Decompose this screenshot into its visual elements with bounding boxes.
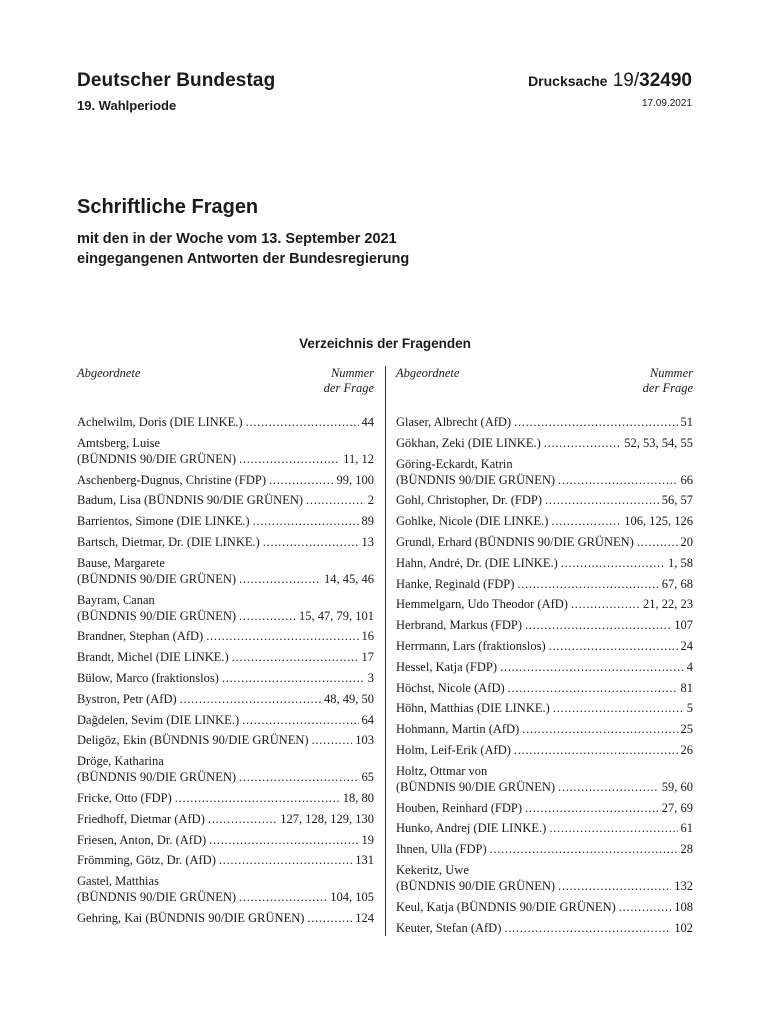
dot-leader xyxy=(269,472,334,488)
dot-leader xyxy=(545,492,659,508)
index-entry xyxy=(396,763,693,795)
dot-leader xyxy=(508,680,678,696)
entry-text: Aschenberg-Dugnus, Christine (FDP) xyxy=(77,472,266,487)
question-number: 5 xyxy=(686,701,693,716)
question-number: 20 xyxy=(680,534,693,549)
dot-leader xyxy=(239,451,340,467)
entry-text: Herrmann, Lars (fraktionslos) xyxy=(396,638,546,653)
dot-leader xyxy=(180,691,321,707)
dot-leader xyxy=(571,596,640,612)
col-head-number-line2: der Frage xyxy=(642,381,693,395)
entry-text: Herbrand, Markus (FDP) xyxy=(396,618,523,633)
dot-leader xyxy=(517,576,658,592)
entry-name-line: Holtz, Ottmar von xyxy=(396,763,488,778)
drucksache-number: 32490 xyxy=(639,70,692,91)
entry-main-line xyxy=(77,472,374,488)
dot-leader xyxy=(232,649,359,665)
dot-leader xyxy=(522,721,677,737)
entry-main-line xyxy=(77,534,374,550)
question-number: 103 xyxy=(355,733,374,748)
index-column-left xyxy=(77,366,374,931)
col-head-number-line2: der Frage xyxy=(323,381,374,395)
col-head-number-line1: Nummer xyxy=(330,366,374,380)
entry-main-line xyxy=(77,732,374,748)
index-entry xyxy=(396,680,693,696)
question-number: 59, 60 xyxy=(661,779,693,794)
subtitle-line-1: mit den in der Woche vom 13. September 2021 xyxy=(77,231,397,247)
dot-leader xyxy=(558,472,677,488)
entry-main-line xyxy=(77,451,374,467)
entry-main-line xyxy=(77,513,374,529)
entry-main-line xyxy=(396,414,693,430)
index-entry xyxy=(396,721,693,737)
question-number: 107 xyxy=(674,618,693,633)
index-entry xyxy=(396,534,693,550)
entry-text: Gökhan, Zeki (DIE LINKE.) xyxy=(396,435,541,450)
question-number: 27, 69 xyxy=(661,800,693,815)
question-number: 108 xyxy=(674,899,693,914)
index-entry xyxy=(77,414,374,430)
entry-main-line xyxy=(396,596,693,612)
entry-main-line xyxy=(396,659,693,675)
entry-main-line xyxy=(77,910,374,926)
entry-text: Dağdelen, Sevim (DIE LINKE.) xyxy=(77,712,240,727)
index-entry xyxy=(77,811,374,827)
question-number: 21, 22, 23 xyxy=(643,597,693,612)
entry-main-line xyxy=(396,700,693,716)
entry-main-line xyxy=(396,534,693,550)
question-number: 132 xyxy=(674,878,693,893)
index-entry xyxy=(396,617,693,633)
dot-leader xyxy=(206,628,358,644)
subtitle-line-2: eingegangenen Antworten der Bundesregierung xyxy=(77,251,410,267)
dot-leader xyxy=(549,820,677,836)
entry-main-line xyxy=(396,920,693,936)
index-entry xyxy=(396,659,693,675)
entry-main-line xyxy=(77,889,374,905)
entry-text: Bülow, Marco (fraktionslos) xyxy=(77,670,219,685)
entry-text: Fricke, Otto (FDP) xyxy=(77,790,172,805)
question-number: 24 xyxy=(680,638,693,653)
index-entry xyxy=(77,670,374,686)
index-column-right xyxy=(396,366,693,940)
index-entry xyxy=(77,790,374,806)
question-number: 19 xyxy=(361,832,374,847)
col-head-members: Abgeordnete xyxy=(77,366,141,380)
entry-main-line xyxy=(396,555,693,571)
index-entry xyxy=(396,899,693,915)
header-right xyxy=(528,70,692,109)
question-number: 99, 100 xyxy=(336,472,374,487)
index-entry xyxy=(396,456,693,488)
entry-text: Houben, Reinhard (FDP) xyxy=(396,800,523,815)
col-head-number-line1: Nummer xyxy=(649,366,693,380)
index-title: Verzeichnis der Fragenden xyxy=(299,336,471,351)
question-number: 28 xyxy=(680,842,693,857)
question-number: 66 xyxy=(680,472,693,487)
entry-text: Grundl, Erhard (BÜNDNIS 90/DIE GRÜNEN) xyxy=(396,534,634,549)
dot-leader xyxy=(514,742,678,758)
index-entry xyxy=(77,691,374,707)
entry-main-line xyxy=(396,878,693,894)
entry-text: Keul, Katja (BÜNDNIS 90/DIE GRÜNEN) xyxy=(396,899,616,914)
question-number: 52, 53, 54, 55 xyxy=(624,435,693,450)
entry-main-line xyxy=(396,779,693,795)
question-number: 89 xyxy=(361,514,374,529)
entry-text: Hohmann, Martin (AfD) xyxy=(396,722,520,737)
dot-leader xyxy=(558,878,671,894)
index-entry xyxy=(77,492,374,508)
question-number: 131 xyxy=(355,853,374,868)
index-entry xyxy=(77,753,374,785)
question-number: 25 xyxy=(680,722,693,737)
col-head-members: Abgeordnete xyxy=(396,366,460,380)
col-head-number xyxy=(324,366,374,414)
index-entry xyxy=(77,873,374,905)
question-number: 64 xyxy=(361,712,374,727)
dot-leader xyxy=(242,712,358,728)
index-entry xyxy=(77,712,374,728)
entry-main-line xyxy=(396,472,693,488)
question-number: 13 xyxy=(361,534,374,549)
index-entry xyxy=(77,852,374,868)
column-header-right xyxy=(396,366,693,414)
entry-main-line xyxy=(77,769,374,785)
index-entry xyxy=(396,820,693,836)
entry-name-line: Amtsberg, Luise xyxy=(77,435,161,450)
question-number: 104, 105 xyxy=(330,890,374,905)
index-entry xyxy=(77,910,374,926)
dot-leader xyxy=(239,889,327,905)
entry-text: Holm, Leif-Erik (AfD) xyxy=(396,742,511,757)
entry-text: Gehring, Kai (BÜNDNIS 90/DIE GRÜNEN) xyxy=(77,910,305,925)
entry-text: Höchst, Nicole (AfD) xyxy=(396,680,505,695)
dot-leader xyxy=(525,800,659,816)
index-entry xyxy=(396,700,693,716)
index-entry xyxy=(396,862,693,894)
question-number: 48, 49, 50 xyxy=(324,691,374,706)
entry-name-line: Bause, Margarete xyxy=(77,555,165,570)
drucksache-line xyxy=(528,70,692,92)
question-number: 17 xyxy=(361,650,374,665)
entry-text: Hunko, Andrej (DIE LINKE.) xyxy=(396,821,547,836)
dot-leader xyxy=(239,608,296,624)
entry-main-line xyxy=(396,721,693,737)
dot-leader xyxy=(525,617,671,633)
entry-main-line xyxy=(396,513,693,529)
dot-leader xyxy=(558,779,659,795)
index-entry xyxy=(396,841,693,857)
dot-leader xyxy=(514,414,677,430)
dot-leader xyxy=(551,513,621,529)
index-entry xyxy=(77,628,374,644)
dot-leader xyxy=(209,832,358,848)
index-entry xyxy=(396,800,693,816)
entry-text: (BÜNDNIS 90/DIE GRÜNEN) xyxy=(77,571,237,586)
question-number: 102 xyxy=(674,920,693,935)
dot-leader xyxy=(504,920,671,936)
entry-name-line: Göring-Eckardt, Katrin xyxy=(396,456,513,471)
entry-text: Bartsch, Dietmar, Dr. (DIE LINKE.) xyxy=(77,534,260,549)
entry-text: Friesen, Anton, Dr. (AfD) xyxy=(77,832,207,847)
index-entry xyxy=(77,435,374,467)
dot-leader xyxy=(553,700,684,716)
entry-main-line xyxy=(77,670,374,686)
entry-text: Badum, Lisa (BÜNDNIS 90/DIE GRÜNEN) xyxy=(77,493,304,508)
index-entry xyxy=(396,742,693,758)
dot-leader xyxy=(253,513,359,529)
index-entry xyxy=(77,534,374,550)
entry-text: (BÜNDNIS 90/DIE GRÜNEN) xyxy=(396,878,556,893)
index-entry xyxy=(77,592,374,624)
legislative-period: 19. Wahlperiode xyxy=(77,98,177,113)
column-divider xyxy=(385,366,386,936)
question-number: 106, 125, 126 xyxy=(624,514,693,529)
entry-main-line xyxy=(396,435,693,451)
question-number: 4 xyxy=(686,659,693,674)
entry-main-line xyxy=(396,800,693,816)
question-number: 51 xyxy=(680,415,693,429)
question-number: 26 xyxy=(680,742,693,757)
dot-leader xyxy=(239,571,321,587)
entry-name-line: Kekeritz, Uwe xyxy=(396,862,469,877)
entry-text: Hahn, André, Dr. (DIE LINKE.) xyxy=(396,555,558,570)
dot-leader xyxy=(263,534,359,550)
index-entry xyxy=(77,732,374,748)
dot-leader xyxy=(246,414,359,430)
question-number: 11, 12 xyxy=(343,451,374,466)
entry-list-left xyxy=(77,414,374,926)
entry-main-line xyxy=(396,492,693,508)
entry-main-line xyxy=(77,571,374,587)
dot-leader xyxy=(307,910,352,926)
index-entry xyxy=(77,649,374,665)
entry-text: (BÜNDNIS 90/DIE GRÜNEN) xyxy=(77,608,237,623)
entry-main-line xyxy=(396,899,693,915)
question-number: 44 xyxy=(361,415,374,429)
entry-main-line xyxy=(396,576,693,592)
entry-main-line xyxy=(77,492,374,508)
index-entry xyxy=(396,513,693,529)
entry-list-right xyxy=(396,414,693,936)
index-entry xyxy=(396,576,693,592)
entry-main-line xyxy=(396,680,693,696)
drucksache-prefix: 19/ xyxy=(612,70,640,91)
question-number: 61 xyxy=(680,821,693,836)
entry-main-line xyxy=(396,617,693,633)
question-number: 56, 57 xyxy=(661,493,693,508)
entry-main-line xyxy=(77,712,374,728)
entry-main-line xyxy=(77,628,374,644)
dot-leader xyxy=(222,670,365,686)
dot-leader xyxy=(500,659,684,675)
entry-main-line xyxy=(77,790,374,806)
dot-leader xyxy=(175,790,340,806)
index-entry xyxy=(396,414,693,430)
document-title: Schriftliche Fragen xyxy=(77,196,259,218)
entry-main-line xyxy=(77,414,374,430)
question-number: 2 xyxy=(367,493,374,508)
question-number: 1, 58 xyxy=(668,555,693,570)
question-number: 14, 45, 46 xyxy=(324,571,374,586)
entry-text: Achelwilm, Doris (DIE LINKE.) xyxy=(77,415,243,429)
dot-leader xyxy=(208,811,277,827)
entry-main-line xyxy=(77,608,374,624)
index-entry xyxy=(396,638,693,654)
question-number: 3 xyxy=(367,670,374,685)
entry-text: (BÜNDNIS 90/DIE GRÜNEN) xyxy=(396,779,556,794)
question-number: 81 xyxy=(680,680,693,695)
entry-name-line: Bayram, Canan xyxy=(77,592,155,607)
column-header-left xyxy=(77,366,374,414)
entry-text: Hemmelgarn, Udo Theodor (AfD) xyxy=(396,597,568,612)
entry-text: (BÜNDNIS 90/DIE GRÜNEN) xyxy=(77,890,237,905)
index-entry xyxy=(77,832,374,848)
entry-name-line: Gastel, Matthias xyxy=(77,874,159,889)
entry-text: Gohl, Christopher, Dr. (FDP) xyxy=(396,493,543,508)
index-entry xyxy=(396,492,693,508)
entry-text: Friedhoff, Dietmar (AfD) xyxy=(77,811,205,826)
entry-text: Deligöz, Ekin (BÜNDNIS 90/DIE GRÜNEN) xyxy=(77,733,309,748)
index-entry xyxy=(396,555,693,571)
entry-text: Barrientos, Simone (DIE LINKE.) xyxy=(77,514,250,529)
question-number: 65 xyxy=(361,770,374,785)
dot-leader xyxy=(219,852,352,868)
entry-text: Hanke, Reginald (FDP) xyxy=(396,576,515,591)
dot-leader xyxy=(312,732,353,748)
index-entry xyxy=(396,596,693,612)
index-entry xyxy=(77,555,374,587)
drucksache-label: Drucksache xyxy=(528,73,608,89)
question-number: 16 xyxy=(361,629,374,644)
entry-main-line xyxy=(77,832,374,848)
entry-text: Keuter, Stefan (AfD) xyxy=(396,920,502,935)
entry-main-line xyxy=(77,649,374,665)
entry-text: Bystron, Petr (AfD) xyxy=(77,691,177,706)
entry-main-line xyxy=(396,820,693,836)
entry-main-line xyxy=(396,638,693,654)
entry-main-line xyxy=(396,841,693,857)
entry-text: (BÜNDNIS 90/DIE GRÜNEN) xyxy=(77,770,237,785)
dot-leader xyxy=(306,492,365,508)
entry-text: Gohlke, Nicole (DIE LINKE.) xyxy=(396,514,549,529)
entry-main-line xyxy=(396,742,693,758)
dot-leader xyxy=(544,435,622,451)
question-number: 18, 80 xyxy=(342,790,374,805)
entry-text: (BÜNDNIS 90/DIE GRÜNEN) xyxy=(396,472,556,487)
entry-text: (BÜNDNIS 90/DIE GRÜNEN) xyxy=(77,451,237,466)
entry-text: Glaser, Albrecht (AfD) xyxy=(396,415,512,429)
col-head-number xyxy=(643,366,693,414)
question-number: 127, 128, 129, 130 xyxy=(280,811,374,826)
document-date: 17.09.2021 xyxy=(641,98,692,109)
entry-main-line xyxy=(77,811,374,827)
header-left xyxy=(77,70,275,113)
entry-main-line xyxy=(77,691,374,707)
entry-text: Ihnen, Ulla (FDP) xyxy=(396,842,487,857)
dot-leader xyxy=(549,638,678,654)
index-entry xyxy=(396,435,693,451)
entry-text: Hessel, Katja (FDP) xyxy=(396,659,498,674)
entry-text: Brandt, Michel (DIE LINKE.) xyxy=(77,650,229,665)
index-entry xyxy=(77,472,374,488)
question-number: 15, 47, 79, 101 xyxy=(299,608,374,623)
entry-text: Frömming, Götz, Dr. (AfD) xyxy=(77,853,216,868)
dot-leader xyxy=(490,841,678,857)
entry-text: Höhn, Matthias (DIE LINKE.) xyxy=(396,701,550,716)
question-number: 124 xyxy=(355,910,374,925)
institution-title: Deutscher Bundestag xyxy=(77,70,276,91)
index-entry xyxy=(77,513,374,529)
dot-leader xyxy=(239,769,358,785)
dot-leader xyxy=(561,555,665,571)
dot-leader xyxy=(619,899,671,915)
question-number: 67, 68 xyxy=(661,576,693,591)
index-entry xyxy=(396,920,693,936)
entry-main-line xyxy=(77,852,374,868)
entry-text: Brandner, Stephan (AfD) xyxy=(77,629,204,644)
dot-leader xyxy=(637,534,678,550)
document-subtitle xyxy=(77,229,409,269)
entry-name-line: Dröge, Katharina xyxy=(77,754,164,769)
